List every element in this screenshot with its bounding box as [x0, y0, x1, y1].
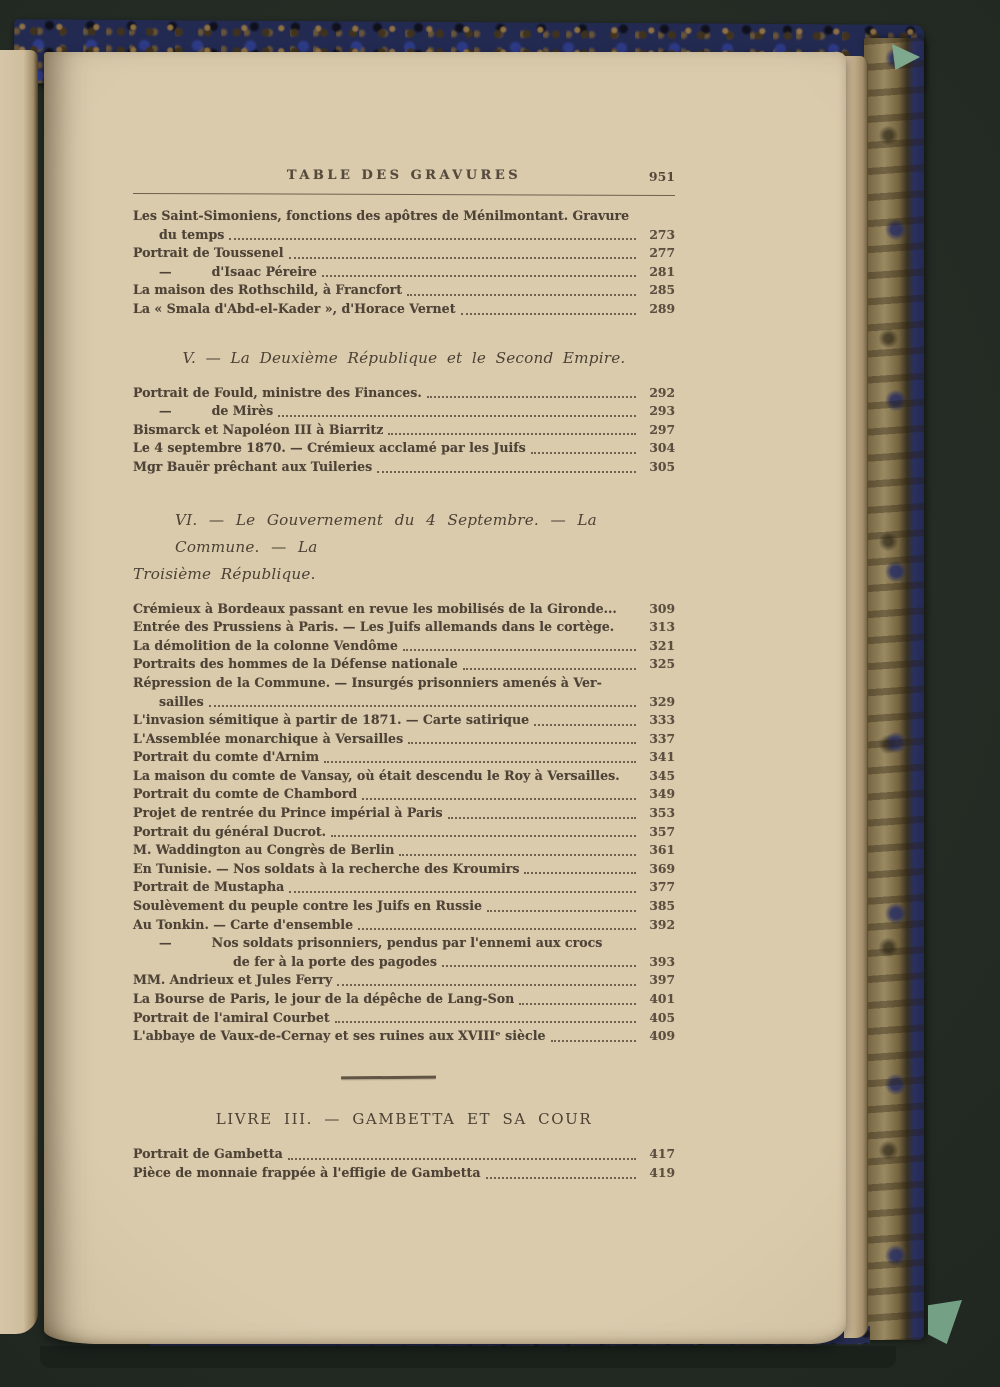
- entry-page-number: 419: [649, 1164, 675, 1180]
- section-heading-line: VI. — Le Gouvernement du 4 Septembre. — La Commune. — La: [175, 510, 597, 556]
- dot-leader: [487, 910, 636, 912]
- dot-leader: [448, 817, 636, 819]
- dot-leader: [531, 452, 636, 454]
- toc-entry: [133, 711, 675, 730]
- toc-entry: [133, 263, 675, 282]
- entry-title: En Tunisie. — Nos soldats à la recherche des Kroumirs: [133, 860, 520, 876]
- toc-entry-line: [133, 637, 675, 656]
- facing-page-edge: [0, 50, 38, 1334]
- toc-entry-continuation: [133, 693, 675, 712]
- toc-entry: [133, 402, 675, 421]
- toc-entry: [133, 785, 675, 804]
- toc-entry-line: [133, 860, 675, 879]
- toc-entry: [133, 655, 675, 674]
- entry-title: Portraits des hommes de la Défense nationale: [133, 656, 458, 672]
- entry-list: [133, 600, 675, 1046]
- toc-entry-line: [133, 600, 675, 619]
- toc-entry: [133, 1164, 675, 1183]
- toc-entry-line: [133, 767, 675, 786]
- entry-page-number: 292: [649, 384, 675, 400]
- toc-entry-line: [133, 730, 675, 749]
- dot-leader: [486, 1177, 636, 1179]
- dot-leader: [337, 984, 636, 986]
- dot-leader: [358, 928, 636, 930]
- dot-leader: [461, 313, 636, 315]
- dot-leader: [288, 1158, 636, 1160]
- entry-title: Crémieux à Bordeaux passant en revue les mobilisés de la Gironde...: [133, 600, 617, 616]
- toc-entry-continuation: [133, 953, 675, 972]
- toc-entry: [133, 421, 675, 440]
- entry-page-number: 397: [649, 972, 675, 988]
- entry-page-number: 392: [649, 916, 675, 932]
- dot-leader: [324, 761, 636, 763]
- entry-page-number: 357: [649, 823, 675, 839]
- entry-page-number: 313: [649, 619, 675, 635]
- dot-leader: [289, 257, 636, 259]
- entry-title: M. Waddington au Congrès de Berlin: [133, 842, 395, 858]
- entry-page-number: 393: [649, 953, 675, 969]
- entry-title: L'abbaye de Vaux-de-Cernay et ses ruines aux XVIIIᵉ siècle: [133, 1028, 546, 1044]
- folio-number: 951: [648, 169, 675, 184]
- table-of-engravings: [133, 168, 675, 1183]
- book-page: [44, 52, 846, 1344]
- entry-title: Nos soldats prisonniers, pendus par l'ennemi aux crocs: [211, 935, 603, 951]
- entry-page-number: 385: [649, 898, 675, 914]
- dot-leader: [463, 668, 636, 670]
- toc-entry: [133, 300, 675, 319]
- entry-page-number: 417: [649, 1146, 675, 1162]
- toc-entry-line: [133, 674, 675, 693]
- entry-page-number: 297: [649, 421, 675, 437]
- toc-entry: [133, 841, 675, 860]
- entry-title: Mgr Bauër prêchant aux Tuileries: [133, 458, 373, 474]
- section-divider: [340, 1075, 435, 1078]
- toc-entry-line: [133, 263, 675, 282]
- entry-title: MM. Andrieux et Jules Ferry: [133, 972, 333, 988]
- entry-page-number: 309: [649, 600, 675, 616]
- entry-page-number: 405: [649, 1009, 675, 1025]
- toc-entry-line: [133, 990, 675, 1009]
- toc-entry: [133, 934, 675, 971]
- toc-entry-line: [133, 439, 675, 458]
- entry-page-number: 325: [649, 656, 675, 672]
- toc-entry-line: [133, 421, 675, 440]
- entry-title: d'Isaac Péreire: [211, 263, 317, 279]
- toc-section-section-v: [133, 345, 675, 477]
- entry-title: Portrait de Toussenel: [133, 245, 284, 261]
- dot-leader: [403, 649, 636, 651]
- entry-page-number: 369: [649, 860, 675, 876]
- toc-entry: [133, 244, 675, 263]
- entry-page-number: 289: [649, 300, 675, 316]
- toc-entry-line: [133, 841, 675, 860]
- toc-entry: [133, 971, 675, 990]
- toc-entry-line: [133, 300, 675, 319]
- dot-leader: [388, 433, 636, 435]
- toc-entry-line: [133, 1009, 675, 1028]
- entry-page-number: 281: [649, 263, 675, 279]
- entry-title: Portrait de Gambetta: [133, 1146, 283, 1162]
- entry-page-number: 285: [649, 282, 675, 298]
- dot-leader: [289, 891, 636, 893]
- toc-entry-line: [133, 244, 675, 263]
- dot-leader: [407, 294, 636, 296]
- dot-leader: [229, 238, 636, 240]
- toc-entry: [133, 384, 675, 403]
- dot-leader: [534, 724, 636, 726]
- entry-title: Répression de la Commune. — Insurgés prisonniers amenés à Ver-: [133, 674, 602, 690]
- toc-entry-line: [133, 618, 675, 637]
- entry-page-number: 293: [649, 403, 675, 419]
- toc-entry-line: [133, 934, 675, 953]
- entry-page-number: 333: [649, 712, 675, 728]
- section-heading-line: V. — La Deuxième République et le Second Empire.: [182, 348, 626, 367]
- toc-entry-line: [133, 804, 675, 823]
- toc-entry: [133, 674, 675, 711]
- toc-entry-line: [133, 1145, 675, 1164]
- toc-entry: [133, 1027, 675, 1046]
- entry-page-number: 345: [649, 767, 675, 783]
- toc-entry-line: [133, 785, 675, 804]
- toc-entry-line: [133, 823, 675, 842]
- cover-corner-patch-bottom: [928, 1300, 962, 1344]
- toc-entry-line: [133, 1164, 675, 1183]
- dot-leader: [442, 965, 636, 967]
- dot-leader: [524, 872, 636, 874]
- entry-list: [133, 207, 675, 319]
- entry-title: Portrait du comte d'Arnim: [133, 749, 320, 765]
- dot-leader: [322, 275, 636, 277]
- page-title: TABLE DES GRAVURES: [286, 168, 522, 183]
- section-heading: [133, 507, 675, 588]
- toc-entry: [133, 281, 675, 300]
- entry-title: La démolition de la colonne Vendôme: [133, 637, 398, 653]
- marbled-cover-fore-edge: [864, 38, 924, 1340]
- section-heading: [133, 345, 675, 372]
- toc-section-section-vi: [133, 507, 675, 1046]
- toc-entry: [133, 804, 675, 823]
- entry-title: sailles: [159, 693, 204, 709]
- entry-page-number: 321: [649, 637, 675, 653]
- entry-title: Portrait de l'amiral Courbet: [133, 1009, 330, 1025]
- entry-page-number: 361: [649, 842, 675, 858]
- entry-title: L'invasion sémitique à partir de 1871. — Carte satirique: [133, 712, 530, 728]
- entry-page-number: 329: [649, 693, 675, 709]
- toc-entry-line: [133, 711, 675, 730]
- entry-title: de fer à la porte des pagodes: [233, 953, 437, 969]
- dot-leader: [427, 396, 636, 398]
- entry-page-number: 304: [649, 440, 675, 456]
- toc-entry: [133, 860, 675, 879]
- toc-entry-line: [133, 916, 675, 935]
- toc-entry-line: [133, 281, 675, 300]
- toc-entry: [133, 823, 675, 842]
- toc-entry-line: [133, 878, 675, 897]
- dot-leader: [278, 415, 636, 417]
- entry-page-number: 273: [649, 226, 675, 242]
- toc-entry: [133, 1145, 675, 1164]
- toc-entry-line: [133, 207, 675, 226]
- entry-title: Les Saint-Simoniens, fonctions des apôtres de Ménilmontant. Gravure: [133, 208, 630, 223]
- section-heading: [133, 1106, 675, 1133]
- entry-title: La « Smala d'Abd-el-Kader », d'Horace Vernet: [133, 300, 456, 316]
- toc-entry: [133, 990, 675, 1009]
- toc-entry-line: [133, 897, 675, 916]
- dot-leader: [209, 705, 636, 707]
- page-stack-edge: [844, 56, 868, 1338]
- dot-leader: [335, 1021, 636, 1023]
- ditto-dash: —: [159, 935, 172, 951]
- toc-entry: [133, 600, 675, 619]
- entry-title: Pièce de monnaie frappée à l'effigie de Gambetta: [133, 1164, 481, 1180]
- entry-page-number: 337: [649, 730, 675, 746]
- entry-list: [133, 1145, 675, 1182]
- ditto-dash: —: [159, 263, 172, 279]
- toc-entry-line: [133, 384, 675, 403]
- toc-entry: [133, 767, 675, 786]
- entry-title: L'Assemblée monarchique à Versailles: [133, 730, 404, 746]
- ditto-dash: —: [159, 403, 172, 419]
- page-header: [133, 168, 675, 190]
- toc-entry-line: [133, 748, 675, 767]
- entry-page-number: 409: [649, 1028, 675, 1044]
- cover-board-bottom: [40, 1346, 896, 1368]
- toc-entry: [133, 916, 675, 935]
- entry-title: de Mirès: [211, 403, 274, 419]
- toc-entry-continuation: [133, 226, 675, 245]
- entry-title: Portrait de Mustapha: [133, 879, 285, 895]
- dot-leader: [362, 798, 636, 800]
- entry-title: Au Tonkin. — Carte d'ensemble: [133, 916, 354, 932]
- section-heading-line: LIVRE III. — GAMBETTA ET SA COUR: [215, 1110, 593, 1129]
- toc-entry: [133, 637, 675, 656]
- toc-entry: [133, 897, 675, 916]
- toc-entry-line: [133, 971, 675, 990]
- toc-entry-line: [133, 402, 675, 421]
- dot-leader: [377, 471, 636, 473]
- toc-entry: [133, 458, 675, 477]
- entry-title: Soulèvement du peuple contre les Juifs en Russie: [133, 898, 483, 914]
- toc-entry: [133, 439, 675, 458]
- entry-title: Projet de rentrée du Prince impérial à Paris: [133, 805, 443, 821]
- entry-page-number: 353: [649, 805, 675, 821]
- toc-entry: [133, 618, 675, 637]
- entry-title: Entrée des Prussiens à Paris. — Les Juifs allemands dans le cortège.: [133, 619, 615, 635]
- entry-title: Portrait de Fould, ministre des Finances.: [133, 384, 422, 400]
- entry-page-number: 277: [649, 245, 675, 261]
- entry-title: du temps: [159, 226, 225, 242]
- toc-section-continuation: [133, 207, 675, 319]
- toc-entry: [133, 748, 675, 767]
- entry-page-number: 349: [649, 786, 675, 802]
- dot-leader: [551, 1040, 636, 1042]
- entry-list: [133, 384, 675, 477]
- entry-title: La maison des Rothschild, à Francfort: [133, 282, 403, 298]
- toc-entry: [133, 207, 675, 244]
- entry-title: La Bourse de Paris, le jour de la dépêche de Lang-Son: [133, 991, 515, 1006]
- toc-entry: [133, 1009, 675, 1028]
- dot-leader: [331, 835, 636, 837]
- entry-page-number: 341: [649, 749, 675, 765]
- entry-page-number: 401: [649, 991, 675, 1006]
- entry-title: Portrait du comte de Chambord: [133, 786, 358, 802]
- entry-title: La maison du comte de Vansay, où était descendu le Roy à Versailles.: [133, 767, 620, 783]
- toc-sections: [133, 207, 675, 1183]
- header-rule: [133, 193, 675, 196]
- dot-leader: [408, 742, 636, 744]
- entry-page-number: 305: [649, 458, 675, 474]
- toc-section-livre-iii: [133, 1076, 675, 1183]
- toc-entry-line: [133, 655, 675, 674]
- entry-title: Portrait du général Ducrot.: [133, 823, 327, 839]
- dot-leader: [519, 1003, 636, 1005]
- entry-title: Bismarck et Napoléon III à Biarritz: [133, 421, 384, 437]
- section-heading-line: Troisième République.: [133, 564, 316, 583]
- toc-entry-line: [133, 458, 675, 477]
- entry-page-number: 377: [649, 879, 675, 895]
- toc-entry: [133, 730, 675, 749]
- entry-title: Le 4 septembre 1870. — Crémieux acclamé par les Juifs: [133, 440, 526, 456]
- dot-leader: [399, 854, 636, 856]
- toc-entry-line: [133, 1027, 675, 1046]
- toc-entry: [133, 878, 675, 897]
